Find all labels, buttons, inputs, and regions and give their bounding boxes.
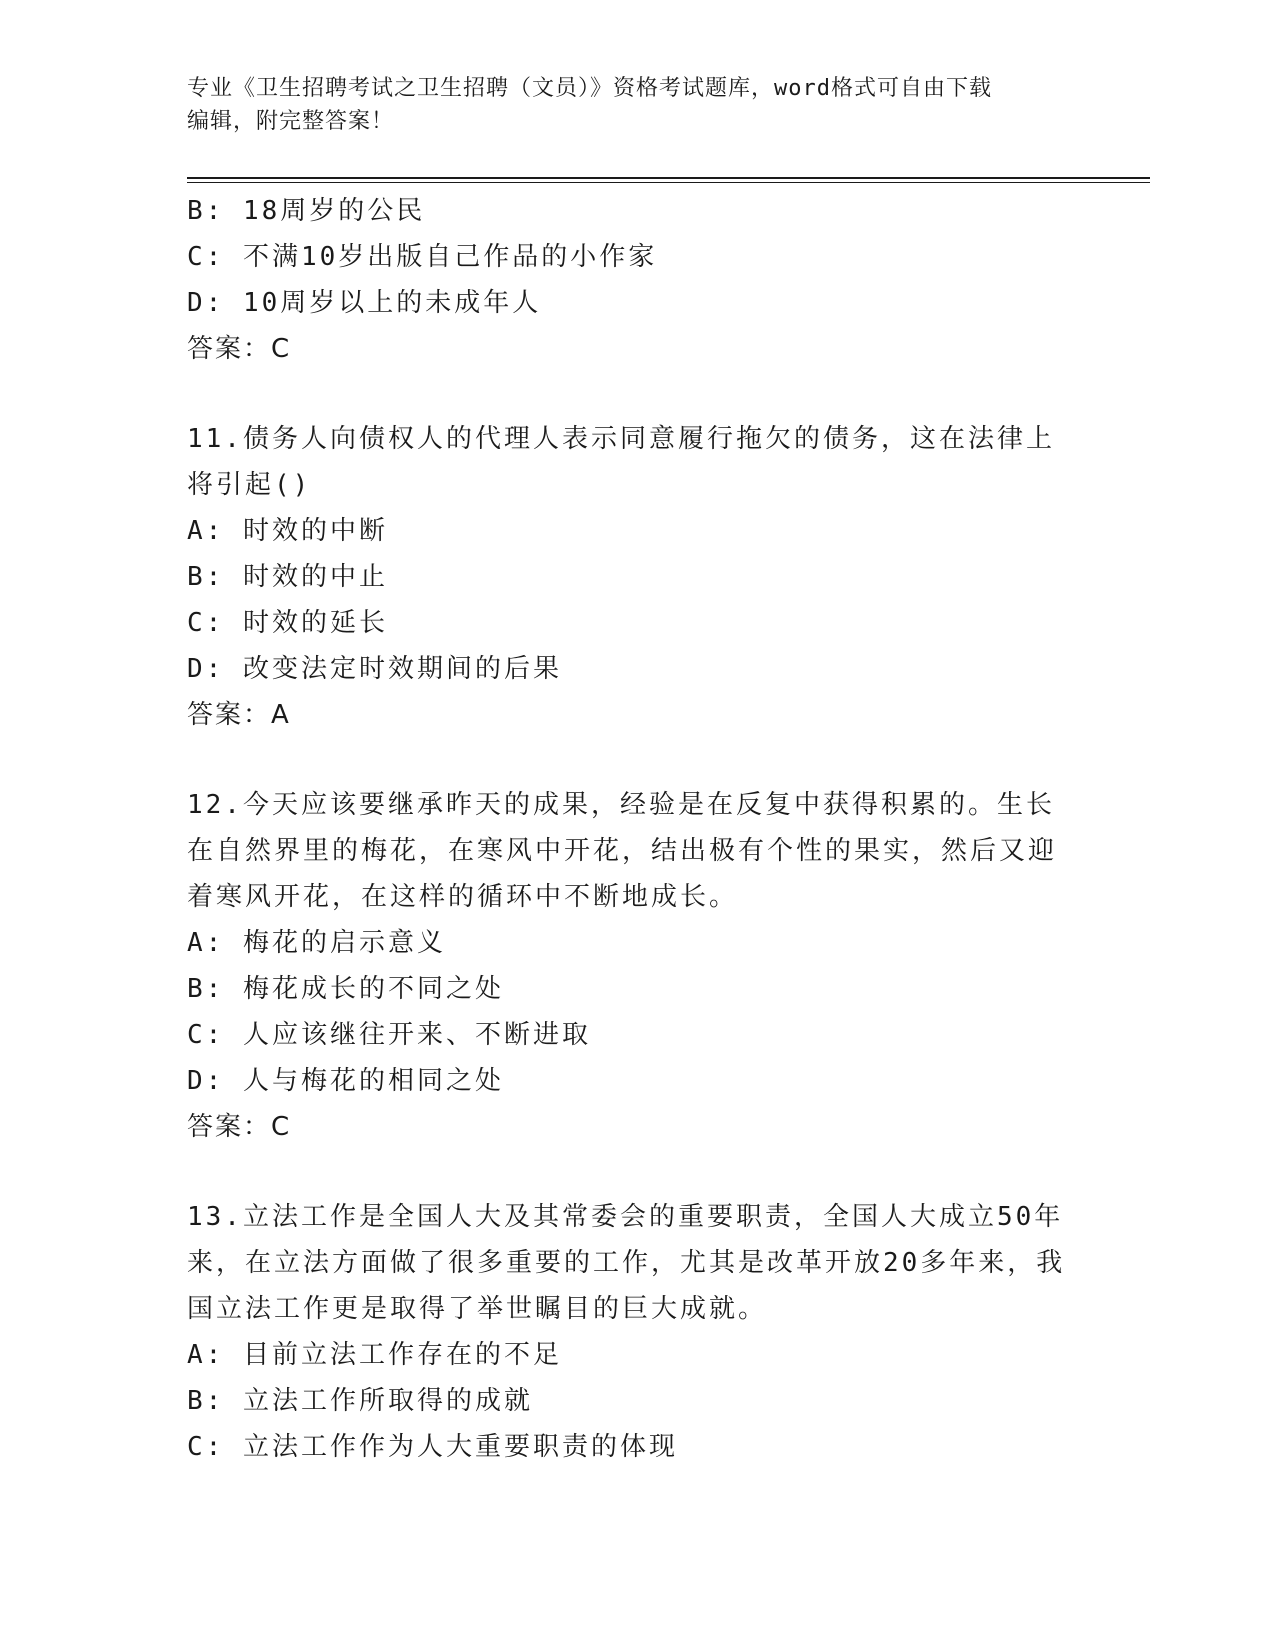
question-list: [187, 188, 1087, 1470]
option-b: B: 18周岁的公民: [187, 196, 426, 226]
header-line-1: 专业《卫生招聘考试之卫生招聘（文员）》资格考试题库，word格式可自由下载: [187, 76, 992, 101]
option-c: C: 时效的延长: [187, 608, 388, 638]
question-stem: 13.立法工作是全国人大及其常委会的重要职责，全国人大成立50年来，在立法方面做了很多重要的工作，尤其是改革开放20多年来，我国立法工作更是取得了举世瞩目的巨大成就。: [187, 1202, 1066, 1324]
option-d: D: 改变法定时效期间的后果: [187, 654, 562, 684]
option-a: A: 梅花的启示意义: [187, 928, 446, 958]
question-12: [187, 782, 1087, 1150]
question-13: [187, 1194, 1087, 1470]
question-stem: 12.今天应该要继承昨天的成果，经验是在反复中获得积累的。生长在自然界里的梅花，在寒风中开花，结出极有个性的果实，然后又迎着寒风开花，在这样的循环中不断地成长。: [187, 790, 1058, 912]
question-stem: 11.债务人向债权人的代理人表示同意履行拖欠的债务，这在法律上将引起(): [187, 424, 1055, 500]
header-line-2: 编辑，附完整答案！: [187, 109, 395, 134]
option-c: C: 立法工作作为人大重要职责的体现: [187, 1432, 678, 1462]
option-c: C: 人应该继往开来、不断进取: [187, 1020, 591, 1050]
option-b: B: 时效的中止: [187, 562, 388, 592]
option-d: D: 人与梅花的相同之处: [187, 1066, 504, 1096]
header-divider-thick: [187, 177, 1150, 179]
option-b: B: 梅花成长的不同之处: [187, 974, 504, 1004]
option-a: A: 时效的中断: [187, 516, 388, 546]
option-d: D: 10周岁以上的未成年人: [187, 288, 542, 318]
question-11: [187, 416, 1087, 738]
header-divider-thin: [187, 182, 1150, 183]
answer-line: 答案：C: [187, 334, 292, 364]
option-b: B: 立法工作所取得的成就: [187, 1386, 533, 1416]
option-a: A: 目前立法工作存在的不足: [187, 1340, 562, 1370]
question-10-continued: [187, 188, 1087, 372]
answer-line: 答案：A: [187, 700, 291, 730]
option-c: C: 不满10岁出版自己作品的小作家: [187, 242, 658, 272]
answer-line: 答案：C: [187, 1112, 292, 1142]
document-header: [187, 72, 1087, 138]
